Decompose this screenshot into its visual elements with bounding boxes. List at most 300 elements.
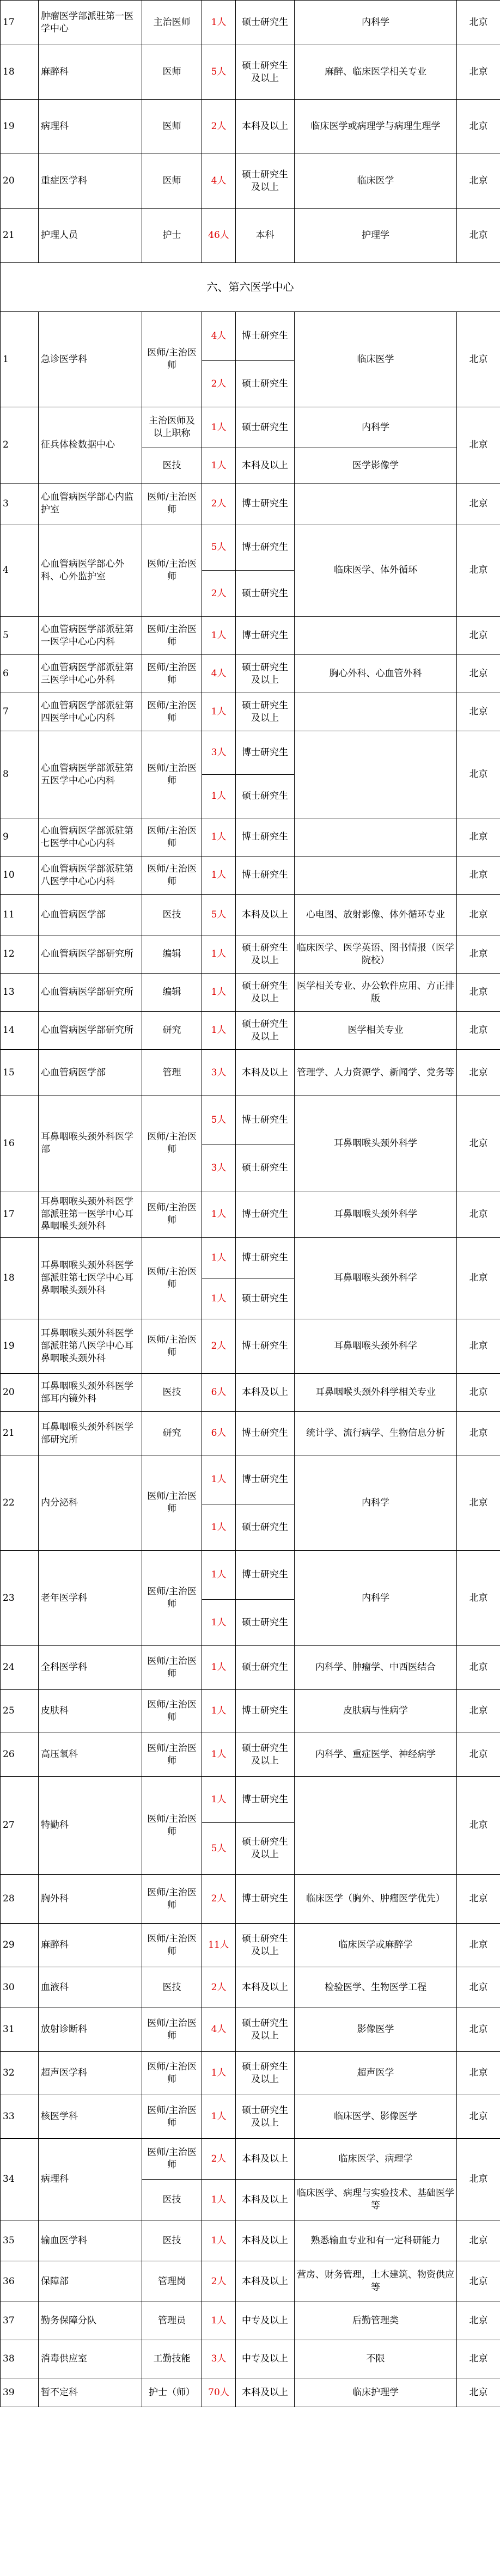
cell-index: 3 xyxy=(1,484,39,524)
cell-position: 医师/主治医师 xyxy=(142,818,202,856)
cell-location: 北京 xyxy=(457,1238,500,1319)
cell-count: 2人 xyxy=(202,100,236,154)
cell-major: 熟悉输血专业和有一定科研能力 xyxy=(295,2220,457,2261)
cell-major: 医学相关专业 xyxy=(295,1012,457,1050)
cell-location: 北京 xyxy=(457,2302,500,2340)
cell-major: 临床护理学 xyxy=(295,2378,457,2407)
cell-index: 10 xyxy=(1,856,39,895)
cell-count: 1人 xyxy=(202,818,236,856)
cell-location: 北京 xyxy=(457,407,500,484)
cell-count: 1人 xyxy=(202,1733,236,1777)
cell-index: 9 xyxy=(1,818,39,856)
cell-education: 硕士研究生 xyxy=(236,1145,295,1191)
table-row xyxy=(1,1,500,45)
cell-index: 12 xyxy=(1,935,39,974)
cell-position: 医师/主治医师 xyxy=(142,1875,202,1924)
cell-location: 北京 xyxy=(457,1733,500,1777)
cell-department: 麻醉科 xyxy=(39,1924,142,1967)
cell-position: 医师/主治医师 xyxy=(142,484,202,524)
cell-position: 护士（师） xyxy=(142,2378,202,2407)
cell-count: 4人 xyxy=(202,154,236,209)
cell-position: 医师/主治医师 xyxy=(142,1319,202,1374)
cell-department: 麻醉科 xyxy=(39,45,142,100)
cell-department: 心血管病医学部研究所 xyxy=(39,1012,142,1050)
cell-count: 1人 xyxy=(202,1690,236,1733)
cell-education: 本科及以上 xyxy=(236,2139,295,2180)
cell-position: 编辑 xyxy=(142,974,202,1012)
cell-count: 1人 xyxy=(202,856,236,895)
cell-department: 老年医学科 xyxy=(39,1551,142,1646)
cell-count: 1人 xyxy=(202,1455,236,1504)
cell-index: 7 xyxy=(1,693,39,731)
cell-count: 1人 xyxy=(202,2220,236,2261)
cell-count: 2人 xyxy=(202,571,236,617)
cell-department: 皮肤科 xyxy=(39,1690,142,1733)
table-row xyxy=(1,2378,500,2407)
cell-department: 心血管病医学部派驻第一医学中心心内科 xyxy=(39,617,142,655)
cell-major: 检验医学、生物医学工程 xyxy=(295,1967,457,2008)
cell-department: 输血医学科 xyxy=(39,2220,142,2261)
cell-count: 46人 xyxy=(202,209,236,263)
cell-count: 1人 xyxy=(202,2095,236,2139)
cell-education: 本科及以上 xyxy=(236,448,295,484)
cell-index: 26 xyxy=(1,1733,39,1777)
cell-position: 医师 xyxy=(142,154,202,209)
cell-major: 耳鼻咽喉头颈外科学相关专业 xyxy=(295,1374,457,1412)
cell-position: 医师 xyxy=(142,100,202,154)
cell-index: 14 xyxy=(1,1012,39,1050)
cell-major: 临床医学、医学英语、图书情报（医学院校） xyxy=(295,935,457,974)
cell-position: 研究 xyxy=(142,1412,202,1455)
cell-department: 病理科 xyxy=(39,100,142,154)
table-row xyxy=(1,1319,500,1374)
cell-education: 博士研究生 xyxy=(236,524,295,571)
cell-location: 北京 xyxy=(457,856,500,895)
cell-location: 北京 xyxy=(457,1012,500,1050)
cell-index: 13 xyxy=(1,974,39,1012)
cell-count: 2人 xyxy=(202,2139,236,2180)
cell-education: 硕士研究生及以上 xyxy=(236,1733,295,1777)
cell-department: 核医学科 xyxy=(39,2095,142,2139)
cell-education: 博士研究生 xyxy=(236,856,295,895)
cell-location: 北京 xyxy=(457,1455,500,1551)
cell-position: 医技 xyxy=(142,448,202,484)
cell-major: 耳鼻咽喉头颈外科学 xyxy=(295,1096,457,1191)
table-row xyxy=(1,312,500,361)
cell-index: 1 xyxy=(1,312,39,407)
cell-index: 8 xyxy=(1,731,39,818)
cell-location: 北京 xyxy=(457,2378,500,2407)
cell-education: 博士研究生 xyxy=(236,731,295,775)
table-row xyxy=(1,818,500,856)
cell-department: 心血管病医学部派驻第五医学中心心内科 xyxy=(39,731,142,818)
cell-index: 6 xyxy=(1,655,39,693)
cell-department: 护理人员 xyxy=(39,209,142,263)
cell-department: 耳鼻咽喉头颈外科医学部派驻第八医学中心耳鼻咽喉头颈外科 xyxy=(39,1319,142,1374)
table-row xyxy=(1,1924,500,1967)
table-row xyxy=(1,1050,500,1096)
cell-position: 管理 xyxy=(142,1050,202,1096)
cell-location: 北京 xyxy=(457,1551,500,1646)
table-row xyxy=(1,2302,500,2340)
cell-position: 医师/主治医师 xyxy=(142,1551,202,1646)
cell-major: 耳鼻咽喉头颈外科学 xyxy=(295,1319,457,1374)
cell-major: 临床医学或麻醉学 xyxy=(295,1924,457,1967)
cell-major: 临床医学 xyxy=(295,312,457,407)
cell-location: 北京 xyxy=(457,1191,500,1238)
cell-education: 硕士研究生及以上 xyxy=(236,974,295,1012)
cell-index: 4 xyxy=(1,524,39,617)
cell-count: 70人 xyxy=(202,2378,236,2407)
cell-count: 5人 xyxy=(202,1823,236,1875)
cell-department: 耳鼻咽喉头颈外科医学部研究所 xyxy=(39,1412,142,1455)
table-row xyxy=(1,1777,500,1823)
cell-education: 博士研究生 xyxy=(236,484,295,524)
cell-count: 3人 xyxy=(202,1145,236,1191)
cell-position: 管理岗 xyxy=(142,2261,202,2302)
cell-position: 医师/主治医师 xyxy=(142,1690,202,1733)
cell-count: 1人 xyxy=(202,1646,236,1690)
cell-count: 11人 xyxy=(202,1924,236,1967)
cell-education: 硕士研究生及以上 xyxy=(236,693,295,731)
cell-location: 北京 xyxy=(457,617,500,655)
cell-education: 博士研究生 xyxy=(236,1096,295,1145)
cell-major: 麻醉、临床医学相关专业 xyxy=(295,45,457,100)
cell-position: 医师/主治医师 xyxy=(142,731,202,818)
cell-position: 医师/主治医师 xyxy=(142,1777,202,1875)
cell-position: 医师/主治医师 xyxy=(142,1238,202,1319)
cell-position: 医技 xyxy=(142,1967,202,2008)
cell-position: 医师/主治医师 xyxy=(142,856,202,895)
cell-index: 2 xyxy=(1,407,39,484)
table-row xyxy=(1,154,500,209)
cell-education: 本科及以上 xyxy=(236,2180,295,2220)
table-row xyxy=(1,1690,500,1733)
cell-count: 1人 xyxy=(202,1777,236,1823)
cell-major xyxy=(295,1777,457,1875)
cell-department: 胸外科 xyxy=(39,1875,142,1924)
cell-count: 3人 xyxy=(202,1050,236,1096)
cell-department: 耳鼻咽喉头颈外科医学部耳内镜外科 xyxy=(39,1374,142,1412)
cell-count: 3人 xyxy=(202,731,236,775)
table-row xyxy=(1,1238,500,1278)
cell-position: 医师/主治医师 xyxy=(142,2139,202,2180)
table-row xyxy=(1,731,500,775)
cell-position: 医师/主治医师 xyxy=(142,2095,202,2139)
cell-education: 博士研究生 xyxy=(236,1875,295,1924)
cell-position: 护士 xyxy=(142,209,202,263)
cell-education: 硕士研究生及以上 xyxy=(236,1823,295,1875)
section-row xyxy=(1,263,500,312)
table-row xyxy=(1,1412,500,1455)
cell-count: 1人 xyxy=(202,775,236,818)
cell-position: 医师/主治医师 xyxy=(142,1646,202,1690)
cell-education: 硕士研究生 xyxy=(236,1646,295,1690)
cell-major: 耳鼻咽喉头颈外科学 xyxy=(295,1238,457,1319)
cell-major: 内科学、肿瘤学、中西医结合 xyxy=(295,1646,457,1690)
cell-location: 北京 xyxy=(457,524,500,617)
cell-education: 硕士研究生 xyxy=(236,1504,295,1551)
cell-major: 临床医学、病理与实验技术、基础医学等 xyxy=(295,2180,457,2220)
cell-education: 本科及以上 xyxy=(236,2220,295,2261)
cell-index: 31 xyxy=(1,2008,39,2052)
cell-index: 25 xyxy=(1,1690,39,1733)
cell-education: 博士研究生 xyxy=(236,617,295,655)
table-row xyxy=(1,1096,500,1145)
cell-department: 血液科 xyxy=(39,1967,142,2008)
cell-count: 5人 xyxy=(202,1096,236,1145)
cell-location: 北京 xyxy=(457,154,500,209)
cell-count: 1人 xyxy=(202,2180,236,2220)
cell-count: 5人 xyxy=(202,45,236,100)
cell-location: 北京 xyxy=(457,974,500,1012)
cell-major: 临床医学、影像医学 xyxy=(295,2095,457,2139)
table-row xyxy=(1,2008,500,2052)
cell-education: 硕士研究生及以上 xyxy=(236,1012,295,1050)
cell-department: 病理科 xyxy=(39,2139,142,2220)
cell-education: 本科及以上 xyxy=(236,1374,295,1412)
cell-department: 特勤科 xyxy=(39,1777,142,1875)
cell-major: 胸心外科、心血管外科 xyxy=(295,655,457,693)
table-row xyxy=(1,856,500,895)
cell-count: 6人 xyxy=(202,1412,236,1455)
cell-index: 21 xyxy=(1,1412,39,1455)
cell-education: 硕士研究生及以上 xyxy=(236,655,295,693)
cell-education: 中专及以上 xyxy=(236,2302,295,2340)
table-row xyxy=(1,1012,500,1050)
cell-count: 1人 xyxy=(202,693,236,731)
cell-location: 北京 xyxy=(457,1967,500,2008)
cell-department: 心血管病医学部派驻第四医学中心心内科 xyxy=(39,693,142,731)
cell-education: 博士研究生 xyxy=(236,1690,295,1733)
cell-position: 医师/主治医师 xyxy=(142,1455,202,1551)
cell-department: 内分泌科 xyxy=(39,1455,142,1551)
cell-location: 北京 xyxy=(457,1875,500,1924)
cell-department: 放射诊断科 xyxy=(39,2008,142,2052)
cell-education: 硕士研究生及以上 xyxy=(236,154,295,209)
cell-location: 北京 xyxy=(457,2008,500,2052)
table-row xyxy=(1,693,500,731)
cell-position: 医师/主治医师 xyxy=(142,655,202,693)
cell-count: 1人 xyxy=(202,974,236,1012)
cell-count: 1人 xyxy=(202,1012,236,1050)
cell-index: 29 xyxy=(1,1924,39,1967)
cell-location: 北京 xyxy=(457,935,500,974)
cell-position: 医技 xyxy=(142,2180,202,2220)
cell-position: 研究 xyxy=(142,1012,202,1050)
cell-count: 1人 xyxy=(202,2052,236,2095)
cell-department: 征兵体检数据中心 xyxy=(39,407,142,484)
cell-education: 硕士研究生 xyxy=(236,407,295,448)
cell-count: 1人 xyxy=(202,1,236,45)
cell-department: 心血管病医学部研究所 xyxy=(39,935,142,974)
cell-count: 3人 xyxy=(202,2340,236,2378)
table-row xyxy=(1,655,500,693)
cell-major xyxy=(295,484,457,524)
cell-location: 北京 xyxy=(457,209,500,263)
cell-location: 北京 xyxy=(457,1319,500,1374)
cell-position: 医师/主治医师 xyxy=(142,1924,202,1967)
cell-position: 工勤技能 xyxy=(142,2340,202,2378)
cell-education: 博士研究生 xyxy=(236,1238,295,1278)
cell-department: 心血管病医学部 xyxy=(39,895,142,935)
cell-major: 统计学、流行病学、生物信息分析 xyxy=(295,1412,457,1455)
table-row xyxy=(1,2261,500,2302)
cell-major: 护理学 xyxy=(295,209,457,263)
cell-location: 北京 xyxy=(457,1096,500,1191)
cell-education: 本科 xyxy=(236,209,295,263)
table-row xyxy=(1,100,500,154)
cell-count: 1人 xyxy=(202,448,236,484)
cell-location: 北京 xyxy=(457,484,500,524)
cell-location: 北京 xyxy=(457,1924,500,1967)
cell-count: 1人 xyxy=(202,1238,236,1278)
cell-count: 1人 xyxy=(202,1600,236,1646)
cell-major: 影像医学 xyxy=(295,2008,457,2052)
cell-location: 北京 xyxy=(457,818,500,856)
cell-department: 消毒供应室 xyxy=(39,2340,142,2378)
cell-position: 医师/主治医师 xyxy=(142,1096,202,1191)
cell-major: 皮肤病与性病学 xyxy=(295,1690,457,1733)
cell-count: 4人 xyxy=(202,2008,236,2052)
cell-department: 心血管病医学部派驻第八医学中心心内科 xyxy=(39,856,142,895)
cell-department: 保障部 xyxy=(39,2261,142,2302)
cell-education: 本科及以上 xyxy=(236,1050,295,1096)
cell-education: 本科及以上 xyxy=(236,2378,295,2407)
table-row xyxy=(1,1374,500,1412)
cell-department: 心血管病医学部派驻第七医学中心心内科 xyxy=(39,818,142,856)
cell-location: 北京 xyxy=(457,693,500,731)
cell-index: 28 xyxy=(1,1875,39,1924)
cell-index: 34 xyxy=(1,2139,39,2220)
cell-major: 临床医学 xyxy=(295,154,457,209)
cell-education: 硕士研究生 xyxy=(236,1,295,45)
cell-count: 5人 xyxy=(202,895,236,935)
cell-index: 23 xyxy=(1,1551,39,1646)
cell-department: 全科医学科 xyxy=(39,1646,142,1690)
table-row xyxy=(1,1646,500,1690)
cell-location: 北京 xyxy=(457,2220,500,2261)
cell-major: 内科学 xyxy=(295,407,457,448)
cell-location: 北京 xyxy=(457,45,500,100)
cell-location: 北京 xyxy=(457,2139,500,2220)
cell-major: 内科学 xyxy=(295,1551,457,1646)
cell-position: 主治医师及以上职称 xyxy=(142,407,202,448)
cell-major xyxy=(295,617,457,655)
cell-major: 后勤管理类 xyxy=(295,2302,457,2340)
cell-location: 北京 xyxy=(457,1412,500,1455)
table-row xyxy=(1,484,500,524)
cell-department: 心血管病医学部心外科、心外监护室 xyxy=(39,524,142,617)
table-row xyxy=(1,407,500,448)
cell-education: 硕士研究生及以上 xyxy=(236,2052,295,2095)
cell-position: 医师 xyxy=(142,45,202,100)
table-row xyxy=(1,895,500,935)
cell-count: 2人 xyxy=(202,484,236,524)
cell-major: 营房、财务管理，土木建筑、物资供应等 xyxy=(295,2261,457,2302)
cell-position: 医技 xyxy=(142,1374,202,1412)
cell-education: 硕士研究生及以上 xyxy=(236,2008,295,2052)
cell-education: 硕士研究生及以上 xyxy=(236,1924,295,1967)
cell-count: 2人 xyxy=(202,361,236,407)
table-row xyxy=(1,1455,500,1504)
cell-location: 北京 xyxy=(457,2340,500,2378)
cell-education: 硕士研究生及以上 xyxy=(236,2095,295,2139)
cell-location: 北京 xyxy=(457,2095,500,2139)
cell-position: 管理员 xyxy=(142,2302,202,2340)
cell-count: 1人 xyxy=(202,1504,236,1551)
cell-location: 北京 xyxy=(457,1050,500,1096)
cell-index: 21 xyxy=(1,209,39,263)
cell-index: 5 xyxy=(1,617,39,655)
cell-education: 本科及以上 xyxy=(236,895,295,935)
cell-location: 北京 xyxy=(457,2261,500,2302)
cell-count: 1人 xyxy=(202,617,236,655)
cell-major xyxy=(295,818,457,856)
cell-index: 37 xyxy=(1,2302,39,2340)
cell-position: 医师/主治医师 xyxy=(142,693,202,731)
cell-index: 27 xyxy=(1,1777,39,1875)
cell-position: 医师/主治医师 xyxy=(142,617,202,655)
cell-index: 11 xyxy=(1,895,39,935)
cell-location: 北京 xyxy=(457,1,500,45)
cell-location: 北京 xyxy=(457,2052,500,2095)
cell-position: 医师/主治医师 xyxy=(142,1733,202,1777)
cell-count: 2人 xyxy=(202,1967,236,2008)
cell-major: 超声医学 xyxy=(295,2052,457,2095)
cell-education: 博士研究生 xyxy=(236,1191,295,1238)
cell-index: 18 xyxy=(1,1238,39,1319)
table-row xyxy=(1,1875,500,1924)
cell-index: 18 xyxy=(1,45,39,100)
cell-major: 临床医学或病理学与病理生理学 xyxy=(295,100,457,154)
cell-location: 北京 xyxy=(457,1646,500,1690)
cell-index: 22 xyxy=(1,1455,39,1551)
cell-department: 心血管病医学部 xyxy=(39,1050,142,1096)
cell-major xyxy=(295,856,457,895)
cell-position: 医师/主治医师 xyxy=(142,524,202,617)
table-row xyxy=(1,974,500,1012)
section-title: 六、第六医学中心 xyxy=(1,263,500,312)
cell-location: 北京 xyxy=(457,100,500,154)
cell-location: 北京 xyxy=(457,731,500,818)
cell-location: 北京 xyxy=(457,312,500,407)
cell-department: 暂不定科 xyxy=(39,2378,142,2407)
cell-index: 16 xyxy=(1,1096,39,1191)
cell-major: 内科学、重症医学、神经病学 xyxy=(295,1733,457,1777)
cell-department: 高压氧科 xyxy=(39,1733,142,1777)
cell-index: 36 xyxy=(1,2261,39,2302)
table-row xyxy=(1,1551,500,1600)
cell-major: 临床医学、体外循环 xyxy=(295,524,457,617)
cell-education: 博士研究生 xyxy=(236,1777,295,1823)
cell-education: 本科及以上 xyxy=(236,100,295,154)
cell-department: 勤务保障分队 xyxy=(39,2302,142,2340)
cell-index: 20 xyxy=(1,1374,39,1412)
cell-location: 北京 xyxy=(457,895,500,935)
table-row xyxy=(1,209,500,263)
cell-education: 博士研究生 xyxy=(236,1551,295,1600)
cell-position: 编辑 xyxy=(142,935,202,974)
cell-count: 2人 xyxy=(202,1319,236,1374)
table-row xyxy=(1,2139,500,2180)
cell-department: 耳鼻咽喉头颈外科医学部派驻第七医学中心耳鼻咽喉头颈外科 xyxy=(39,1238,142,1319)
cell-index: 17 xyxy=(1,1,39,45)
cell-department: 心血管病医学部心内监护室 xyxy=(39,484,142,524)
cell-index: 33 xyxy=(1,2095,39,2139)
table-row xyxy=(1,935,500,974)
cell-major: 不限 xyxy=(295,2340,457,2378)
